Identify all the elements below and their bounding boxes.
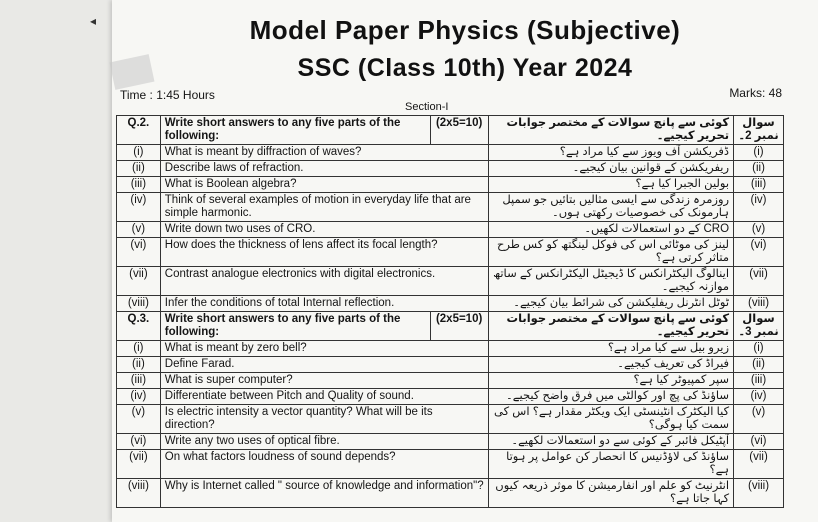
part-number-urdu: (iii) (734, 373, 784, 389)
part-text-urdu: سپر کمپیوٹر کیا ہے؟ (488, 373, 733, 389)
part-number: (i) (117, 341, 161, 357)
part-text-urdu: انٹرنیٹ کو علم اور انفارمیشن کا موثر ذریعہ کیوں کہا جاتا ہے؟ (488, 479, 733, 508)
part-number-urdu: (vii) (734, 450, 784, 479)
question-instruction: Write short answers to any five parts of the following: (160, 116, 430, 145)
marks-label: Marks: 48 (729, 86, 782, 100)
table-row (117, 341, 784, 357)
part-text-urdu: ساؤنڈ کی لاؤڈنیس کا انحصار کن عوامل پر ہوتا ہے؟ (488, 450, 733, 479)
questions-table (116, 115, 784, 508)
table-row (117, 405, 784, 434)
part-number: (iv) (117, 389, 161, 405)
part-number: (iii) (117, 177, 161, 193)
part-text: Why is Internet called " source of knowledge and information"? (160, 479, 488, 508)
table-row (117, 193, 784, 222)
part-number: (ii) (117, 161, 161, 177)
part-number: (viii) (117, 296, 161, 312)
part-number-urdu: (v) (734, 405, 784, 434)
table-row (117, 389, 784, 405)
table-row (117, 161, 784, 177)
table-row (117, 238, 784, 267)
part-text-urdu: ٹوٹل انٹرنل ریفلیکشن کی شرائط بیان کیجیے۔ (488, 296, 733, 312)
part-text: Is electric intensity a vector quantity? What will be its direction? (160, 405, 488, 434)
part-number: (iii) (117, 373, 161, 389)
part-text-urdu: فیراڈ کی تعریف کیجیے۔ (488, 357, 733, 373)
part-number: (viii) (117, 479, 161, 508)
question-instruction-urdu: کوئی سے پانچ سوالات کے مختصر جوابات تحریر کیجیے۔ (488, 116, 733, 145)
part-number-urdu: (viii) (734, 479, 784, 508)
part-text-urdu: ڈفریکشن آف ویوز سے کیا مراد ہے؟ (488, 145, 733, 161)
part-text: What is meant by zero bell? (160, 341, 488, 357)
part-number-urdu: (iv) (734, 193, 784, 222)
part-number-urdu: (i) (734, 145, 784, 161)
part-number: (v) (117, 405, 161, 434)
part-text: Think of several examples of motion in everyday life that are simple harmonic. (160, 193, 488, 222)
part-number-urdu: (v) (734, 222, 784, 238)
question-instruction: Write short answers to any five parts of the following: (160, 312, 430, 341)
part-number-urdu: (iv) (734, 389, 784, 405)
question-number: Q.3. (117, 312, 161, 341)
part-text: Differentiate between Pitch and Quality of sound. (160, 389, 488, 405)
part-text-urdu: روزمرہ زندگی سے ایسی مثالیں بتائیں جو سمپل ہارمونک کی خصوصیات رکھتی ہوں۔ (488, 193, 733, 222)
part-text: Define Farad. (160, 357, 488, 373)
q3-header-row (117, 312, 784, 341)
part-text: On what factors loudness of sound depends? (160, 450, 488, 479)
part-number-urdu: (vi) (734, 238, 784, 267)
question-number-urdu: سوال نمبر 2۔ (734, 116, 784, 145)
part-number: (vi) (117, 238, 161, 267)
part-number-urdu: (ii) (734, 357, 784, 373)
table-row (117, 296, 784, 312)
part-number: (i) (117, 145, 161, 161)
q2-header-row (117, 116, 784, 145)
part-text-urdu: کیا الیکٹرک انٹینسٹی ایک ویکٹر مقدار ہے؟ اس کی سمت کیا ہوگی؟ (488, 405, 733, 434)
part-text-urdu: بولین الجبرا کیا ہے؟ (488, 177, 733, 193)
part-text: Infer the conditions of total Internal reflection. (160, 296, 488, 312)
table-row (117, 479, 784, 508)
part-number-urdu: (viii) (734, 296, 784, 312)
table-row (117, 222, 784, 238)
part-number-urdu: (i) (734, 341, 784, 357)
part-text-urdu: ریفریکشن کے قوانین بیان کیجیے۔ (488, 161, 733, 177)
table-row (117, 373, 784, 389)
part-text: Write any two uses of optical fibre. (160, 434, 488, 450)
part-text-urdu: لینز کی موٹائی اس کی فوکل لینگتھ کو کس طرح متاثر کرتی ہے؟ (488, 238, 733, 267)
part-number: (iv) (117, 193, 161, 222)
part-number-urdu: (vi) (734, 434, 784, 450)
part-number-urdu: (vii) (734, 267, 784, 296)
part-text-urdu: ساؤنڈ کی پچ اور کوالٹی میں فرق واضح کیجیے۔ (488, 389, 733, 405)
table-row (117, 177, 784, 193)
part-text: What is meant by diffraction of waves? (160, 145, 488, 161)
table-row (117, 357, 784, 373)
part-text: Describe laws of refraction. (160, 161, 488, 177)
part-number-urdu: (iii) (734, 177, 784, 193)
paper-title: Model Paper Physics (Subjective) (249, 15, 681, 45)
part-text: Contrast analogue electronics with digital electronics. (160, 267, 488, 296)
pen-mark-icon: ◂ (90, 14, 97, 28)
part-text: How does the thickness of lens affect its focal length? (160, 238, 488, 267)
part-number: (ii) (117, 357, 161, 373)
part-number: (vii) (117, 450, 161, 479)
part-number: (vi) (117, 434, 161, 450)
table-row (117, 434, 784, 450)
part-number-urdu: (ii) (734, 161, 784, 177)
table-row (117, 145, 784, 161)
section-label: Section-I (405, 101, 449, 113)
question-marks: (2x5=10) (430, 312, 488, 341)
part-text-urdu: CRO کے دو استعمالات لکھیں۔ (488, 222, 733, 238)
question-number: Q.2. (117, 116, 161, 145)
table-row (117, 450, 784, 479)
part-text: Write down two uses of CRO. (160, 222, 488, 238)
part-text-urdu: زیرو بیل سے کیا مراد ہے؟ (488, 341, 733, 357)
table-row (117, 267, 784, 296)
part-text: What is super computer? (160, 373, 488, 389)
part-text-urdu: آپٹیکل فائبر کے کوئی سے دو استعمالات لکھیے۔ (488, 434, 733, 450)
question-number-urdu: سوال نمبر 3۔ (734, 312, 784, 341)
time-label: Time : 1:45 Hours (120, 88, 215, 102)
paper-subtitle: SSC (Class 10th) Year 2024 (297, 54, 633, 82)
part-text-urdu: اینالوگ الیکٹرانکس کا ڈیجیٹل الیکٹرانکس کے ساتھ موازنہ کیجیے۔ (488, 267, 733, 296)
part-number: (vii) (117, 267, 161, 296)
question-instruction-urdu: کوئی سے پانچ سوالات کے مختصر جوابات تحریر کیجیے۔ (488, 312, 733, 341)
part-number: (v) (117, 222, 161, 238)
question-marks: (2x5=10) (430, 116, 488, 145)
part-text: What is Boolean algebra? (160, 177, 488, 193)
